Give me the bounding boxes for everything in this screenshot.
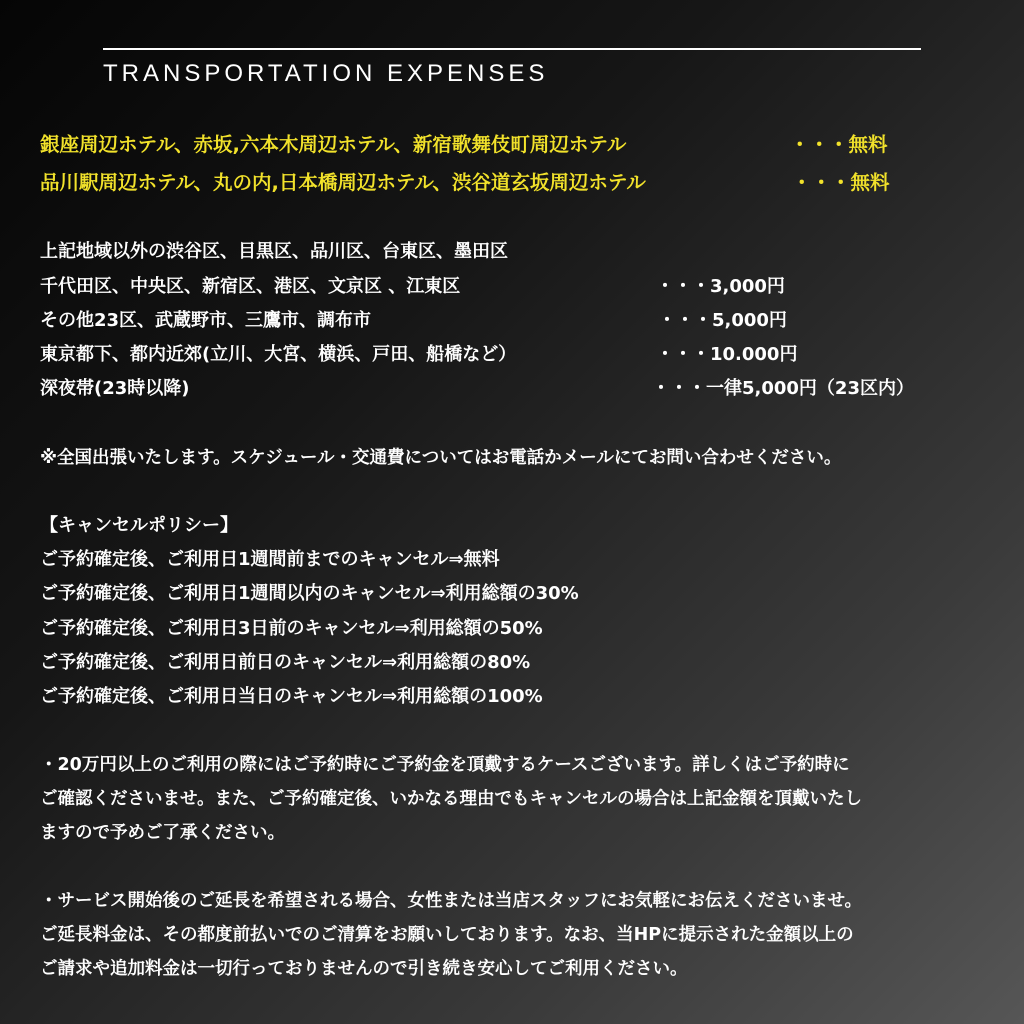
cancel-policy-item-4: ご予約確定後、ご利用日前日のキャンセル⇒利用総額の80%: [40, 652, 531, 673]
extension-note-line-3: ご請求や追加料金は一切行っておりませんので引き続き安心してご利用ください。: [40, 959, 688, 979]
fee-zone-area-4: 東京都下、都内近郊(立川、大宮、横浜、戸田、船橋など）: [40, 344, 517, 365]
cancel-policy-item-2: ご予約確定後、ご利用日1週間以内のキャンセル⇒利用総額の30%: [40, 583, 579, 604]
page-title: TRANSPORTATION EXPENSES: [103, 60, 549, 87]
free-zone-price-1: ・・・無料: [790, 133, 888, 156]
extension-note-line-1: ・サービス開始後のご延長を希望される場合、女性または当店スタッフにお気軽にお伝えくださいませ。: [40, 891, 862, 911]
fee-zone-area-3: その他23区、武蔵野市、三鷹市、調布市: [40, 310, 372, 331]
deposit-note-line-1: ・20万円以上のご利用の際にはご予約時にご予約金を頂戴するケースございます。詳しくはご予約時に: [40, 755, 850, 775]
cancel-policy-item-5: ご予約確定後、ご利用日当日のキャンセル⇒利用総額の100%: [40, 686, 543, 707]
nationwide-note: ※全国出張いたします。スケジュール・交通費についてはお電話かメールにてお問い合わせください。: [40, 448, 842, 468]
free-zone-area-2: 品川駅周辺ホテル、丸の内,日本橋周辺ホテル、渋谷道玄坂周辺ホテル: [40, 171, 646, 194]
top-divider: [103, 48, 921, 50]
deposit-note-line-2: ご確認くださいませ。また、ご予約確定後、いかなる理由でもキャンセルの場合は上記金額を頂戴いたし: [40, 789, 862, 809]
fee-zone-area-5: 深夜帯(23時以降): [40, 378, 190, 399]
fee-zone-area-2: 千代田区、中央区、新宿区、港区、文京区 、江東区: [40, 276, 461, 297]
fee-zone-area-1: 上記地域以外の渋谷区、目黒区、品川区、台東区、墨田区: [40, 241, 508, 262]
fee-zone-price-5: ・・・一律5,000円（23区内）: [652, 378, 914, 399]
fee-zone-price-4: ・・・10.000円: [656, 344, 798, 365]
cancel-policy-item-3: ご予約確定後、ご利用日3日前のキャンセル⇒利用総額の50%: [40, 618, 543, 639]
deposit-note-line-3: ますので予めご了承ください。: [40, 823, 285, 843]
free-zone-price-2: ・・・無料: [792, 171, 890, 194]
cancel-policy-heading: 【キャンセルポリシー】: [40, 515, 238, 536]
fee-zone-price-3: ・・・5,000円: [658, 310, 787, 331]
free-zone-area-1: 銀座周辺ホテル、赤坂,六本木周辺ホテル、新宿歌舞伎町周辺ホテル: [40, 133, 627, 156]
cancel-policy-item-1: ご予約確定後、ご利用日1週間前までのキャンセル⇒無料: [40, 549, 500, 570]
fee-zone-price-2: ・・・3,000円: [656, 276, 785, 297]
extension-note-line-2: ご延長料金は、その都度前払いでのご清算をお願いしております。なお、当HPに提示された金額以上の: [40, 925, 854, 945]
